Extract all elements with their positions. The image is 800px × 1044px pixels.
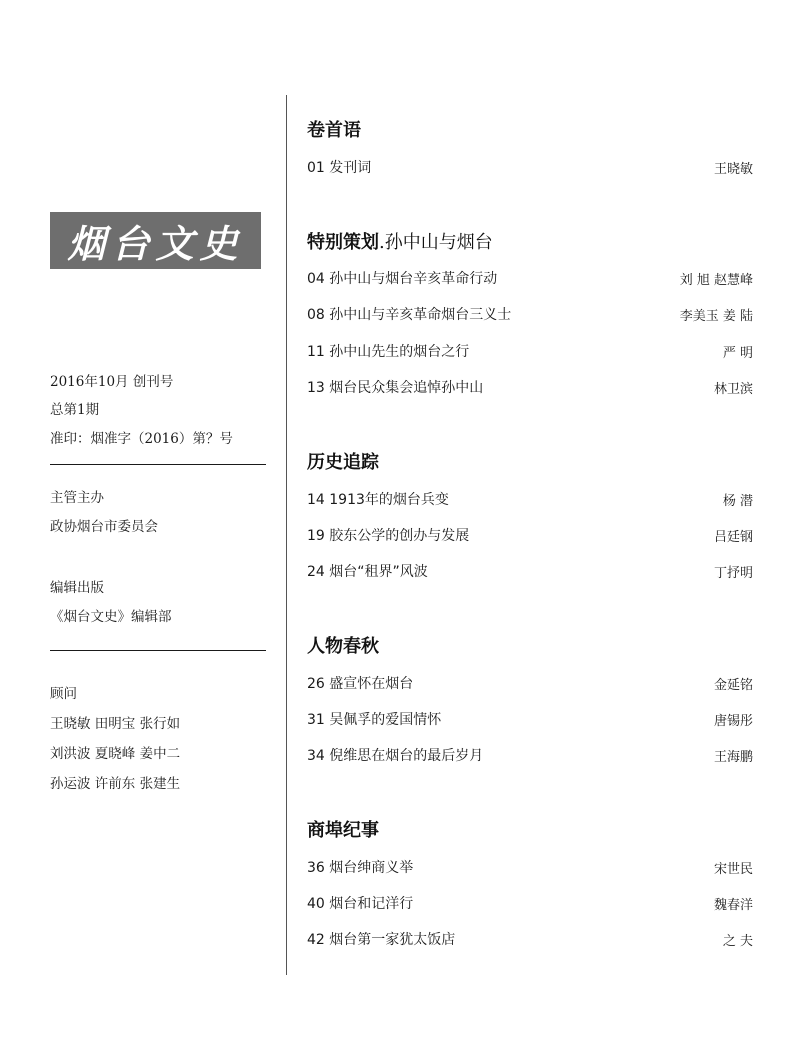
toc-entry-title: 31 吴佩孚的爱国情怀: [307, 712, 442, 728]
advisors-line: 王晓敏 田明宝 张行如: [50, 716, 181, 732]
toc-entry[interactable]: [307, 525, 753, 545]
toc-entry-author: 刘 旭 赵慧峰: [679, 272, 753, 288]
section-title: 人物春秋: [307, 636, 379, 657]
toc-entry-title: 11 孙中山先生的烟台之行: [307, 344, 470, 360]
section-title: 特别策划.孙中山与烟台: [307, 232, 493, 253]
toc-entry[interactable]: [307, 268, 753, 288]
divider: [50, 464, 266, 465]
toc-entry[interactable]: [307, 673, 753, 693]
toc-entry[interactable]: [307, 489, 753, 509]
toc-entry-title: 40 烟台和记洋行: [307, 896, 414, 912]
toc-entry-title: 34 倪维思在烟台的最后岁月: [307, 748, 484, 764]
toc-entry-author: 王晓敏: [713, 161, 753, 177]
toc-entry-author: 丁抒明: [713, 565, 753, 581]
toc-entry-author: 金延铭: [713, 677, 753, 693]
toc-entry-title: 42 烟台第一家犹太饭店: [307, 932, 456, 948]
publisher-value: 《烟台文史》编辑部: [50, 609, 172, 625]
toc-entry-author: 林卫滨: [713, 381, 753, 397]
toc-entry[interactable]: [307, 893, 753, 913]
advisors-line: 刘洪波 夏晓峰 姜中二: [50, 746, 181, 762]
toc-entry-title: 36 烟台绅商义举: [307, 860, 414, 876]
toc-entry[interactable]: [307, 304, 753, 324]
toc-entry[interactable]: [307, 157, 753, 177]
toc-entry-author: 吕廷钢: [713, 529, 753, 545]
sponsor-value: 政协烟台市委员会: [50, 519, 158, 535]
toc-entry-title: 14 1913年的烟台兵变: [307, 492, 449, 508]
toc-entry-author: 之 夫: [722, 933, 753, 949]
toc-entry-title: 01 发刊词: [307, 160, 372, 176]
toc-entry[interactable]: [307, 745, 753, 765]
toc-entry[interactable]: [307, 341, 753, 361]
print-permit: 准印：烟准字（2016）第？号: [50, 431, 233, 447]
toc-entry[interactable]: [307, 929, 753, 949]
magazine-logo: 烟台文史: [50, 212, 261, 269]
toc-entry-author: 李美玉 姜 陆: [679, 308, 753, 324]
toc-entry[interactable]: [307, 709, 753, 729]
toc-entry[interactable]: [307, 561, 753, 581]
publisher-label: 编辑出版: [50, 580, 104, 596]
toc-entry-author: 魏春洋: [713, 897, 753, 913]
toc-entry-title: 24 烟台“租界”风波: [307, 564, 428, 580]
section-title: 商埠纪事: [307, 820, 379, 841]
toc-entry-title: 04 孙中山与烟台辛亥革命行动: [307, 271, 498, 287]
toc-entry-author: 宋世民: [713, 861, 753, 877]
toc-entry-title: 08 孙中山与辛亥革命烟台三义士: [307, 307, 512, 323]
total-issue: 总第1期: [50, 402, 100, 418]
toc-entry-title: 19 胶东公学的创办与发展: [307, 528, 470, 544]
divider: [50, 650, 266, 651]
toc-entry-title: 26 盛宣怀在烟台: [307, 676, 414, 692]
toc-entry[interactable]: [307, 377, 753, 397]
section-title: 历史追踪: [307, 452, 379, 473]
toc-entry[interactable]: [307, 857, 753, 877]
toc-entry-author: 杨 潜: [722, 493, 753, 509]
advisors-label: 顾问: [50, 686, 77, 702]
toc-entry-author: 严 明: [722, 345, 753, 361]
issue-date: 2016年10月 创刊号: [50, 374, 174, 390]
advisors-line: 孙运波 许前东 张建生: [50, 776, 181, 792]
section-title: 卷首语: [307, 120, 361, 141]
toc-entry-title: 13 烟台民众集会追悼孙中山: [307, 380, 484, 396]
column-divider: [286, 95, 287, 975]
toc-entry-author: 唐锡彤: [713, 713, 753, 729]
toc-entry-author: 王海鹏: [713, 749, 753, 765]
sponsor-label: 主管主办: [50, 490, 104, 506]
